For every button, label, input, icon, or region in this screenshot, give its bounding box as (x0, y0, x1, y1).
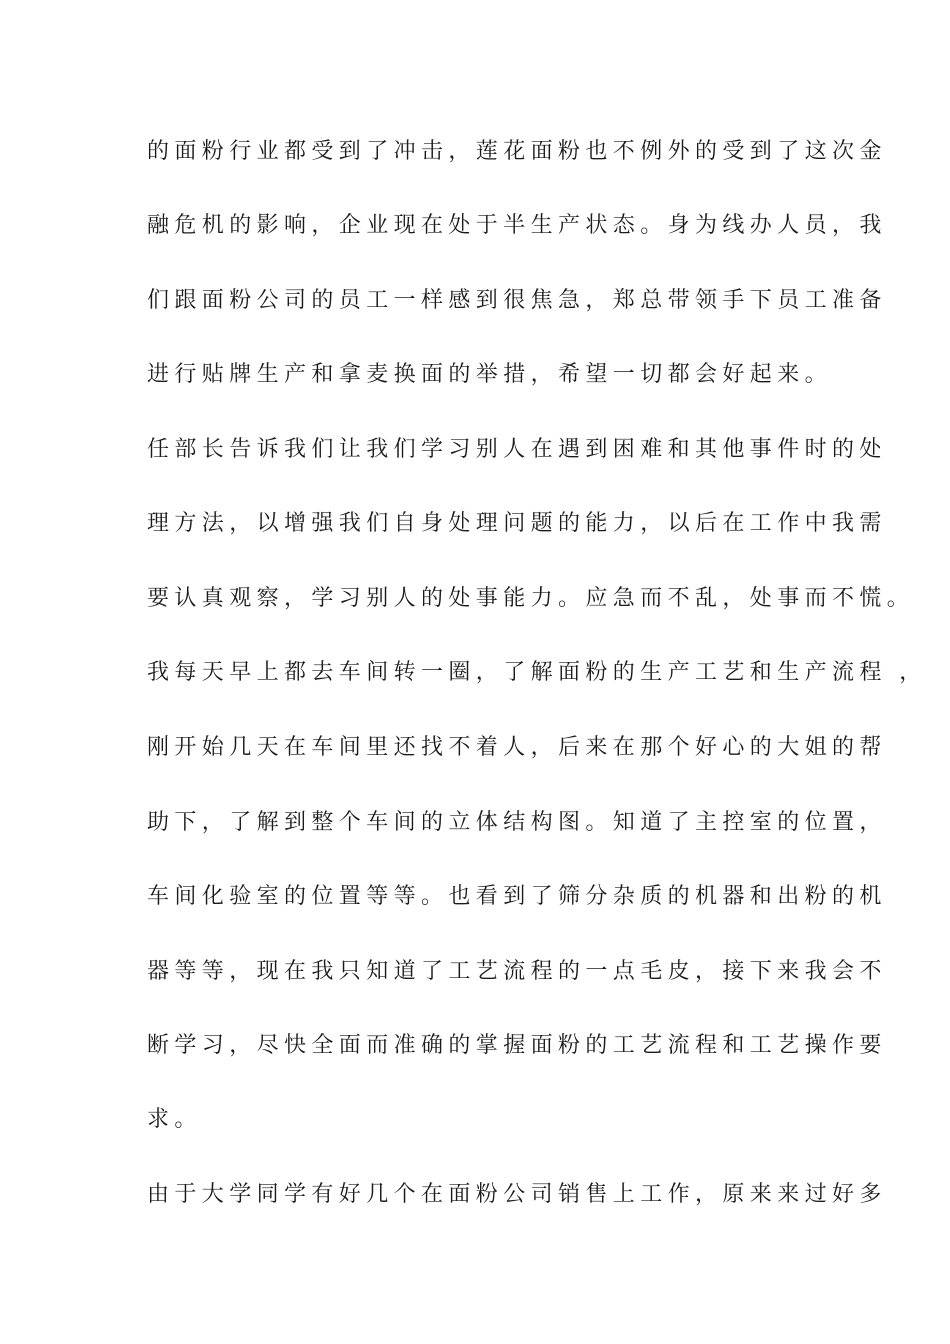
text-line: 断学习，尽快全面而准确的掌握面粉的工艺流程和工艺操作要 (147, 1033, 887, 1058)
text-line: 刚开始几天在车间里还找不着人，后来在那个好心的大姐的帮 (147, 735, 887, 760)
text-line: 任部长告诉我们让我们学习别人在遇到困难和其他事件时的处 (147, 437, 887, 462)
text-line: 要认真观察，学习别人的处事能力。应急而不乱，处事而不慌。 (147, 586, 915, 611)
text-line: 求。 (147, 1107, 202, 1132)
text-line: 融危机的影响，企业现在处于半生产状态。身为线办人员，我 (147, 213, 887, 238)
text-line: 进行贴牌生产和拿麦换面的举措，希望一切都会好起来。 (147, 362, 833, 387)
text-line: 们跟面粉公司的员工一样感到很焦急，郑总带领手下员工准备 (147, 288, 887, 313)
text-line: 助下，了解到整个车间的立体结构图。知道了主控室的位置， (147, 810, 887, 835)
text-line: 理方法，以增强我们自身处理问题的能力，以后在工作中我需 (147, 511, 887, 536)
text-line: 由于大学同学有好几个在面粉公司销售上工作，原来来过好多 (147, 1182, 887, 1207)
text-line: 器等等，现在我只知道了工艺流程的一点毛皮，接下来我会不 (147, 959, 887, 984)
text-line: 车间化验室的位置等等。也看到了筛分杂质的机器和出粉的机 (147, 884, 887, 909)
text-line: 我每天早上都去车间转一圈，了解面粉的生产工艺和生产流程 ， (147, 660, 927, 685)
text-line: 的面粉行业都受到了冲击，莲花面粉也不例外的受到了这次金 (147, 139, 887, 164)
